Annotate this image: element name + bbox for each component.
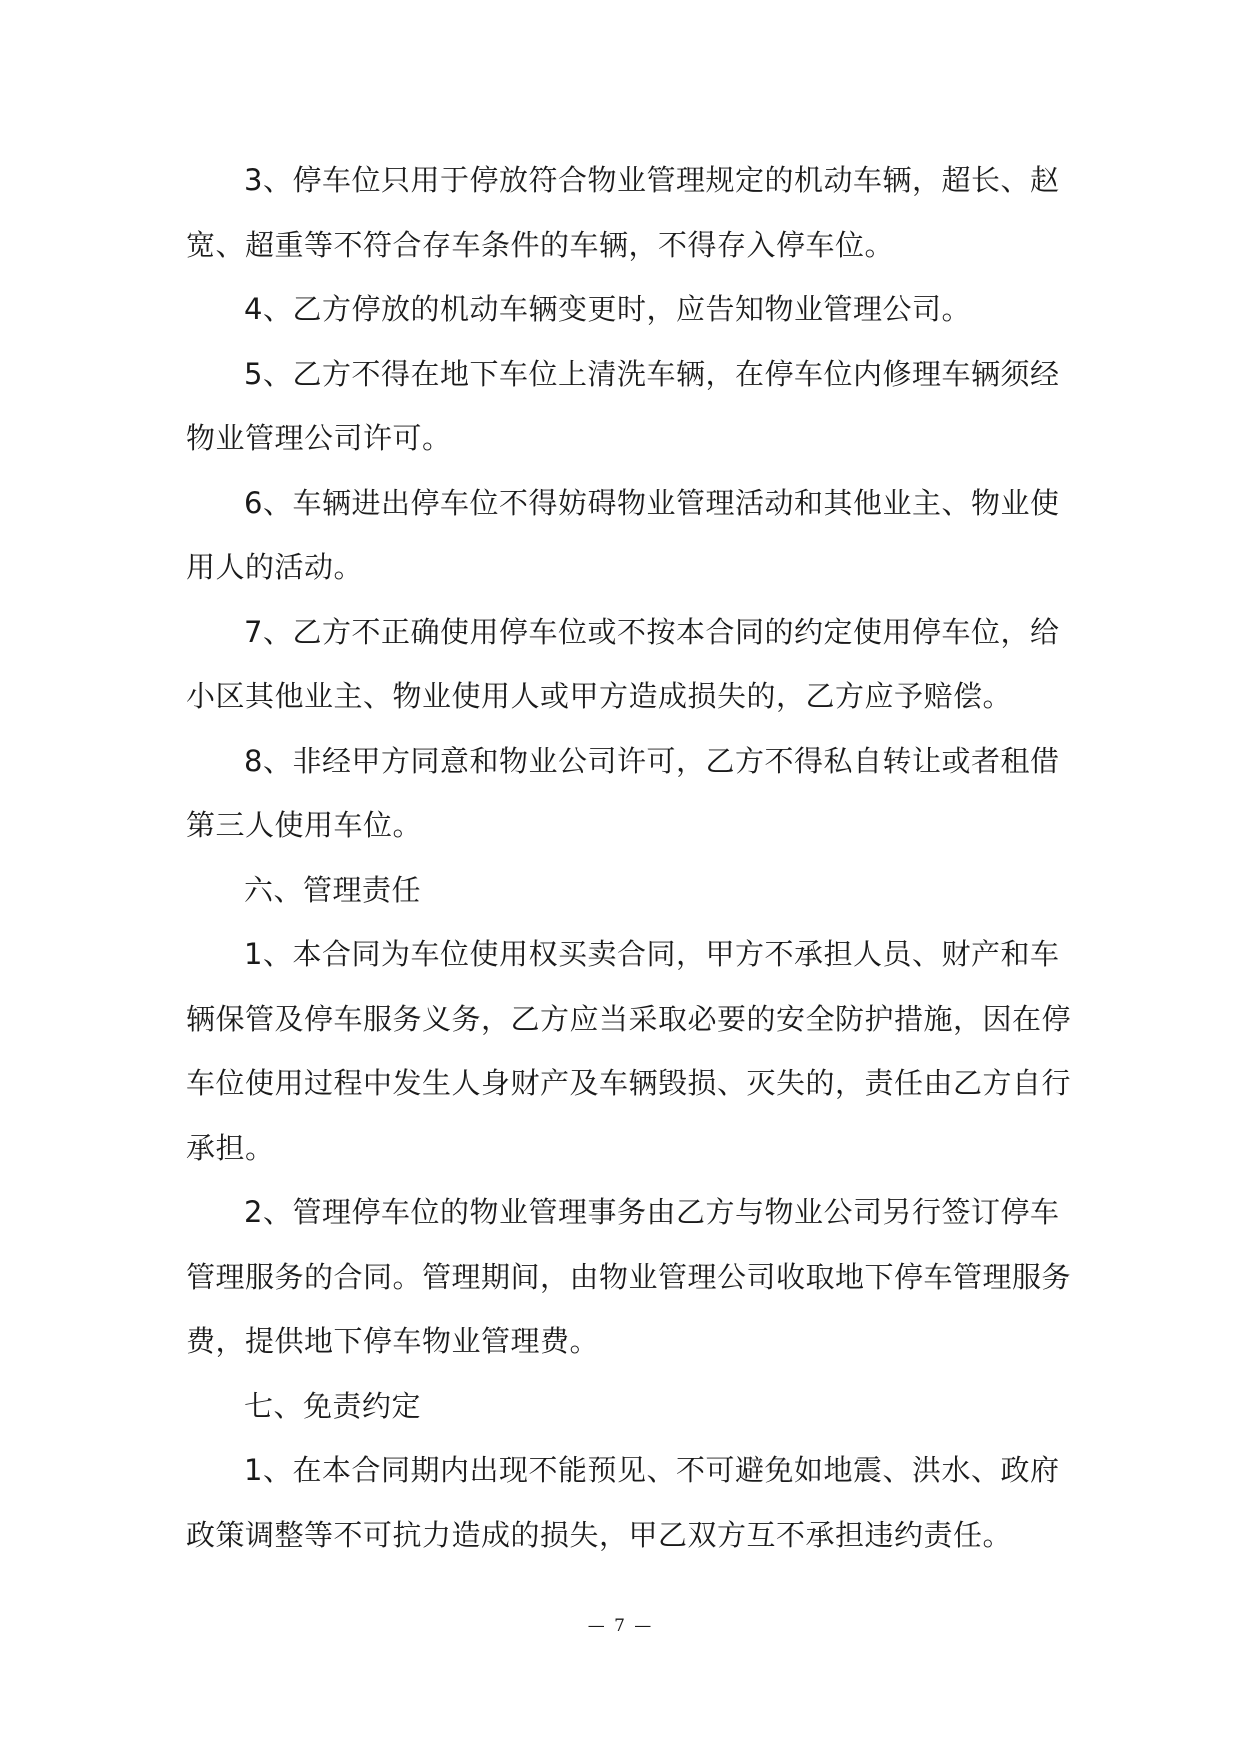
text-line: 车位使用过程中发生人身财产及车辆毁损、灭失的，责任由乙方自行 <box>186 1066 1072 1100</box>
text-line: 物业管理公司许可。 <box>186 421 452 455</box>
text-line: 1、本合同为车位使用权买卖合同，甲方不承担人员、财产和车 <box>244 937 1060 971</box>
text-line: 小区其他业主、物业使用人或甲方造成损失的，乙方应予赔偿。 <box>186 679 1013 713</box>
text-line: 6、车辆进出停车位不得妨碍物业管理活动和其他业主、物业使 <box>244 485 1060 520</box>
text-line: 2、管理停车位的物业管理事务由乙方与物业公司另行签订停车 <box>244 1195 1060 1229</box>
section-heading: 六、管理责任 <box>244 872 422 907</box>
text-line: 辆保管及停车服务义务，乙方应当采取必要的安全防护措施，因在停 <box>186 1001 1072 1036</box>
text-line: 3、停车位只用于停放符合物业管理规定的机动车辆，超长、赵 <box>244 163 1060 197</box>
text-line: 4、乙方停放的机动车辆变更时，应告知物业管理公司。 <box>244 292 971 326</box>
text-line: 5、乙方不得在地下车位上清洗车辆，在停车位内修理车辆须经 <box>244 356 1060 391</box>
document-body <box>186 148 1072 1567</box>
text-line: 7、乙方不正确使用停车位或不按本合同的约定使用停车位，给 <box>244 614 1060 649</box>
text-line: 第三人使用车位。 <box>186 808 423 842</box>
text-line: 政策调整等不可抗力造成的损失，甲乙双方互不承担违约责任。 <box>186 1517 1013 1552</box>
text-line: 宽、超重等不符合存车条件的车辆，不得存入停车位。 <box>186 227 895 262</box>
text-line: 承担。 <box>186 1130 275 1165</box>
text-line: 8、非经甲方同意和物业公司许可，乙方不得私自转让或者租借 <box>244 743 1060 778</box>
text-line: 1、在本合同期内出现不能预见、不可避免如地震、洪水、政府 <box>244 1453 1060 1487</box>
text-line: 管理服务的合同。管理期间，由物业管理公司收取地下停车管理服务 <box>186 1259 1072 1294</box>
text-line: 用人的活动。 <box>186 550 364 584</box>
text-line: 费，提供地下停车物业管理费。 <box>186 1324 600 1358</box>
page-number: — 7 — <box>587 1616 654 1636</box>
section-heading: 七、免责约定 <box>244 1388 422 1423</box>
